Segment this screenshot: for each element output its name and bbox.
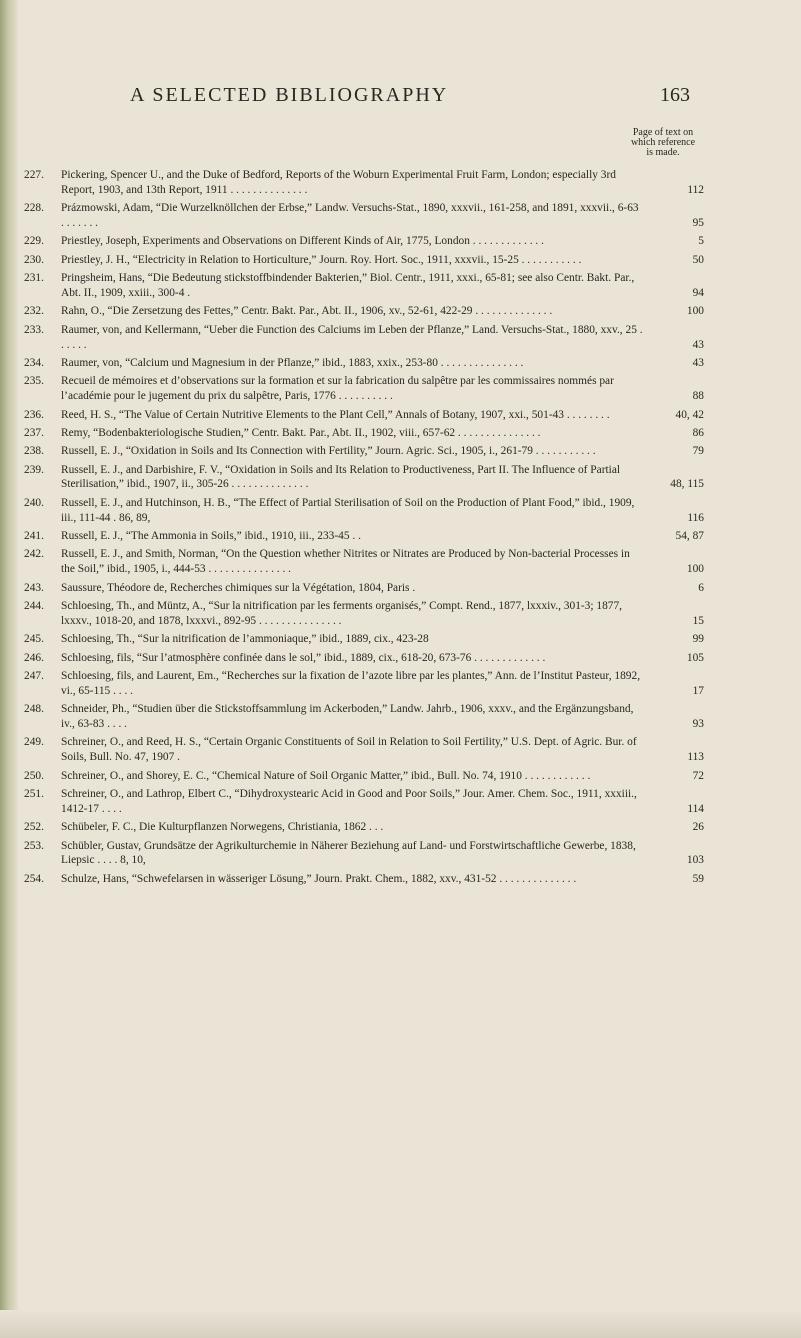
- entry-number: 234.: [24, 356, 44, 369]
- bibliography-entry: [24, 651, 704, 666]
- entry-citation: Rahn, O., “Die Zersetzung des Fettes,” Centr. Bakt. Par., Abt. II., 1906, xv., 52-61, 422-29 . . . . . . . . . . . . . .: [61, 305, 553, 318]
- bibliography-entry: [24, 201, 704, 231]
- entry-number: 246.: [24, 651, 44, 664]
- entry-page-reference: 43: [692, 356, 704, 369]
- entry-citation: Schübeler, F. C., Die Kulturpflanzen Norwegens, Christiania, 1862 . . .: [61, 821, 384, 834]
- bibliography-entry: [24, 234, 704, 249]
- bibliography-entry: [24, 702, 704, 732]
- bibliography-entry: [24, 463, 704, 493]
- entry-number: 253.: [24, 839, 44, 852]
- bibliography-entry: [24, 787, 704, 817]
- entry-citation: Schreiner, O., and Reed, H. S., “Certain Organic Constituents of Soil in Relation to Soil Fertility,” U.S. Dept. of Agric. Bur. of Soils, Bull. No. 47, 1907 .: [61, 736, 637, 764]
- entry-page-reference: 114: [687, 802, 704, 815]
- bibliography-entry: [24, 820, 704, 835]
- bibliography-list: [24, 168, 704, 890]
- bibliography-entry: [24, 271, 704, 301]
- entry-page-reference: 99: [692, 633, 704, 646]
- entry-citation: Russell, E. J., and Smith, Norman, “On the Question whether Nitrites or Nitrates are Produced by Non-bacterial Processes in the Soil,” ibid., 1905, i., 444-53 . . . . . . . . . . . . . . .: [61, 548, 630, 576]
- entry-citation: Priestley, J. H., “Electricity in Relation to Horticulture,” Journ. Roy. Hort. Soc., 1911, xxxvii., 15-25 . . . . . . . . . . .: [61, 253, 582, 266]
- entry-citation: Schloesing, Th., “Sur la nitrification de l’ammoniaque,” ibid., 1889, cix., 423-28: [61, 633, 429, 646]
- running-title: A SELECTED BIBLIOGRAPHY: [130, 84, 449, 106]
- entry-page-reference: 54, 87: [675, 530, 704, 543]
- entry-number: 239.: [24, 463, 44, 476]
- entry-number: 238.: [24, 445, 44, 458]
- entry-number: 237.: [24, 426, 44, 439]
- entry-page-reference: 94: [692, 286, 704, 299]
- entry-number: 228.: [24, 202, 44, 215]
- entry-page-reference: 93: [692, 717, 704, 730]
- entry-page-reference: 50: [692, 253, 704, 266]
- entry-page-reference: 48, 115: [670, 478, 704, 491]
- entry-citation: Priestley, Joseph, Experiments and Observations on Different Kinds of Air, 1775, London . . . . . . . . . . . . .: [61, 235, 544, 248]
- reference-column-note: Page of text on which reference is made.: [630, 127, 696, 158]
- entry-page-reference: 40, 42: [675, 408, 704, 421]
- entry-citation: Raumer, von, “Calcium und Magnesium in der Pflanze,” ibid., 1883, xxix., 253-80 . . . . . . . . . . . . . . .: [61, 356, 524, 369]
- entry-citation: Schulze, Hans, “Schwefelarsen in wässeriger Lösung,” Journ. Prakt. Chem., 1882, xxv., 431-52 . . . . . . . . . . . . . .: [61, 872, 577, 885]
- entry-citation: Pickering, Spencer U., and the Duke of Bedford, Reports of the Woburn Experimental Fruit Farm, London; especially 3rd Report, 1903, and 13th Report, 1911 . . . . . . . . . . . . . .: [61, 169, 616, 196]
- entry-number: 248.: [24, 703, 44, 716]
- entry-citation: Russell, E. J., and Hutchinson, H. B., “The Effect of Partial Sterilisation of Soil on the Production of Plant Food,” ibid., 1909, iii., 111-44 . 86, 89,: [61, 496, 635, 524]
- entry-page-reference: 26: [692, 821, 704, 834]
- entry-number: 233.: [24, 323, 44, 336]
- bibliography-entry: [24, 408, 704, 423]
- entry-number: 236.: [24, 408, 44, 421]
- entry-number: 247.: [24, 669, 44, 682]
- entry-page-reference: 17: [692, 684, 704, 697]
- entry-number: 240.: [24, 496, 44, 509]
- bibliography-entry: [24, 426, 704, 441]
- bibliography-entry: [24, 444, 704, 459]
- entry-page-reference: 100: [686, 563, 704, 576]
- bibliography-entry: [24, 769, 704, 784]
- entry-citation: Russell, E. J., and Darbishire, F. V., “Oxidation in Soils and Its Relation to Productiveness, Part II. The Influence of Partial Sterilisation,” ibid., 1907, ii., 305-26 . . . . . . . . . . . . . .: [61, 463, 621, 491]
- entry-number: 251.: [24, 787, 44, 800]
- entry-page-reference: 59: [692, 872, 704, 885]
- entry-citation: Saussure, Théodore de, Recherches chimiques sur la Végétation, 1804, Paris .: [61, 581, 416, 594]
- page-number: 163: [660, 84, 690, 106]
- page-header: [130, 84, 690, 107]
- entry-citation: Schneider, Ph., “Studien über die Stickstoffsammlung im Ackerboden,” Landw. Jahrb., 1906, xxxv., and the Ergänzungsband, iv., 63-83 . . . .: [61, 703, 634, 730]
- entry-number: 241.: [24, 530, 44, 543]
- entry-page-reference: 43: [692, 338, 704, 351]
- bibliography-entry: [24, 581, 704, 596]
- bibliography-entry: [24, 632, 704, 647]
- entry-number: 244.: [24, 600, 44, 613]
- entry-page-reference: 79: [692, 445, 704, 458]
- entry-citation: Remy, “Bodenbakteriologische Studien,” Centr. Bakt. Par., Abt. II., 1902, viii., 657-62 . . . . . . . . . . . . . . .: [61, 426, 541, 439]
- entry-number: 227.: [24, 169, 44, 181]
- bibliography-entry: [24, 168, 704, 198]
- entry-number: 249.: [24, 736, 44, 749]
- bibliography-entry: [24, 839, 704, 869]
- entry-number: 242.: [24, 548, 44, 561]
- entry-citation: Schübler, Gustav, Grundsätze der Agrikulturchemie in Näherer Beziehung auf Land- und Forstwirtschaftliche Gewerbe, 1838, Liepsic . . . . 8, 10,: [61, 839, 636, 867]
- entry-number: 229.: [24, 235, 44, 248]
- bibliography-entry: [24, 547, 704, 577]
- entry-page-reference: 113: [687, 751, 704, 764]
- entry-page-reference: 100: [686, 305, 704, 318]
- page-gutter-shadow: [0, 0, 18, 1338]
- entry-citation: Russell, E. J., “The Ammonia in Soils,” ibid., 1910, iii., 233-45 . .: [61, 530, 361, 543]
- bibliography-entry: [24, 374, 704, 404]
- page-bottom-edge: [0, 1310, 801, 1338]
- entry-citation: Recueil de mémoires et d’observations sur la formation et sur la fabrication du salpêtre par les commissaires nommés par l’académie pour le jugement du prix du salpêtre, Paris, 1776 . . . . . . . . . .: [61, 375, 614, 403]
- entry-page-reference: 105: [686, 651, 704, 664]
- entry-page-reference: 5: [698, 235, 704, 248]
- entry-citation: Raumer, von, and Kellermann, “Ueber die Function des Calciums im Leben der Pflanze,” Land. Versuchs-Stat., 1880, xxv., 25 . . . . . .: [61, 323, 643, 351]
- entry-number: 254.: [24, 872, 44, 885]
- entry-page-reference: 15: [692, 614, 704, 627]
- entry-number: 231.: [24, 272, 44, 285]
- entry-citation: Schreiner, O., and Lathrop, Elbert C., “Dihydroxystearic Acid in Good and Poor Soils,” Jour. Amer. Chem. Soc., 1911, xxxiii., 1412-17 . . . .: [61, 787, 637, 815]
- entry-number: 252.: [24, 821, 44, 834]
- entry-page-reference: 116: [687, 511, 704, 524]
- entry-page-reference: 95: [692, 216, 704, 229]
- entry-page-reference: 103: [686, 854, 704, 867]
- entry-citation: Schreiner, O., and Shorey, E. C., “Chemical Nature of Soil Organic Matter,” ibid., Bull. No. 74, 1910 . . . . . . . . . . . .: [61, 769, 591, 782]
- bibliography-entry: [24, 872, 704, 887]
- entry-citation: Pringsheim, Hans, “Die Bedeutung stickstoffbindender Bakterien,” Biol. Centr., 1911, xxxi., 65-81; see also Centr. Bakt. Par., Abt. II., 1909, xxiii., 300-4 .: [61, 272, 635, 299]
- bibliography-entry: [24, 323, 704, 353]
- entry-page-reference: 88: [692, 390, 704, 403]
- entry-citation: Schloesing, fils, “Sur l’atmosphère confinée dans le sol,” ibid., 1889, cix., 618-20, 673-76 . . . . . . . . . . . . .: [61, 651, 546, 664]
- entry-citation: Reed, H. S., “The Value of Certain Nutritive Elements to the Plant Cell,” Annals of Botany, 1907, xxi., 501-43 . . . . . . . .: [61, 408, 610, 421]
- entry-citation: Russell, E. J., “Oxidation in Soils and Its Connection with Fertility,” Journ. Agric. Sci., 1905, i., 261-79 . . . . . . . . . . .: [61, 445, 596, 458]
- bibliography-entry: [24, 304, 704, 319]
- entry-number: 230.: [24, 253, 44, 266]
- entry-number: 243.: [24, 581, 44, 594]
- entry-citation: Schloesing, fils, and Laurent, Em., “Recherches sur la fixation de l’azote libre par les plantes,” Ann. de l’Institut Pasteur, 1892, vi., 65-115 . . . .: [61, 669, 641, 697]
- bibliography-entry: [24, 253, 704, 268]
- entry-number: 235.: [24, 375, 44, 388]
- bibliography-entry: [24, 529, 704, 544]
- entry-citation: Prázmowski, Adam, “Die Wurzelknöllchen der Erbse,” Landw. Versuchs-Stat., 1890, xxxvii., 161-258, and 1891, xxxvii., 6-63 . . . . . . .: [61, 202, 639, 229]
- entry-page-reference: 86: [692, 426, 704, 439]
- entry-number: 232.: [24, 305, 44, 318]
- entry-number: 245.: [24, 633, 44, 646]
- bibliography-entry: [24, 356, 704, 371]
- entry-page-reference: 6: [698, 581, 704, 594]
- entry-page-reference: 72: [692, 769, 704, 782]
- bibliography-entry: [24, 599, 704, 629]
- bibliography-entry: [24, 669, 704, 699]
- entry-page-reference: 112: [687, 183, 704, 196]
- bibliography-entry: [24, 496, 704, 526]
- entry-number: 250.: [24, 769, 44, 782]
- bibliography-entry: [24, 735, 704, 765]
- entry-citation: Schloesing, Th., and Müntz, A., “Sur la nitrification par les ferments organisés,” Compt. Rend., 1877, lxxxiv., 301-3; 1877, lxxxv., 1018-20, and 1878, lxxxvi., 892-95 . . . . . . . . . . . . . . .: [61, 600, 623, 627]
